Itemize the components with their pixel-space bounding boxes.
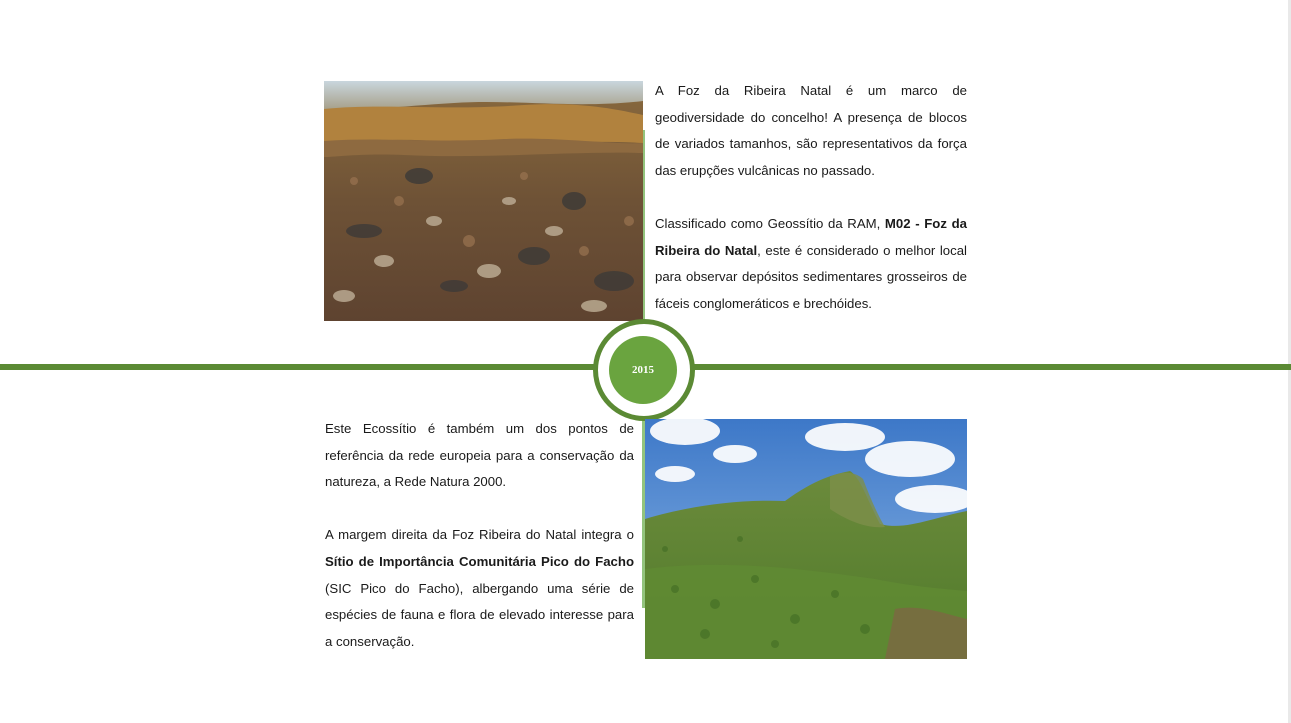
year-badge: 2015 [609,336,677,404]
entry-bottom-p2-text-a: A margem direita da Foz Ribeira do Natal integra o [325,527,634,543]
entry-bottom-paragraph-1: Este Ecossítio é também um dos pontos de referência da rede europeia para a conservação da natureza, a Rede Natura 2000. [325,421,634,490]
entry-bottom-p2-text-b: (SIC Pico do Facho), albergando uma série de espécies de fauna e flora de elevado interesse para a conservação. [325,580,634,649]
entry-top-p2-text-b: , este é considerado o melhor local para observar depósitos sedimentares grosseiros de fáceis conglomeráticos e brechóides. [655,242,967,311]
geosite-name: M02 - Foz da Ribeira do Natal [655,215,967,258]
entry-top-text [655,78,967,317]
site-name: Sítio de Importância Comunitária Pico do Facho [325,553,634,569]
entry-top-p2-text-a: Classificado como Geossítio da RAM, [655,215,885,231]
entry-top-paragraph-2 [655,211,967,317]
entry-top-paragraph-1: A Foz da Ribeira Natal é um marco de geodiversidade do concelho! A presença de blocos de variados tamanhos, são representativos da força das erupções vulcânicas no passado. [655,83,967,178]
entry-bottom-paragraph-2 [325,522,634,655]
mountain-photo [645,419,967,659]
rocky-slope-photo [324,81,643,321]
entry-bottom-text [325,416,634,655]
